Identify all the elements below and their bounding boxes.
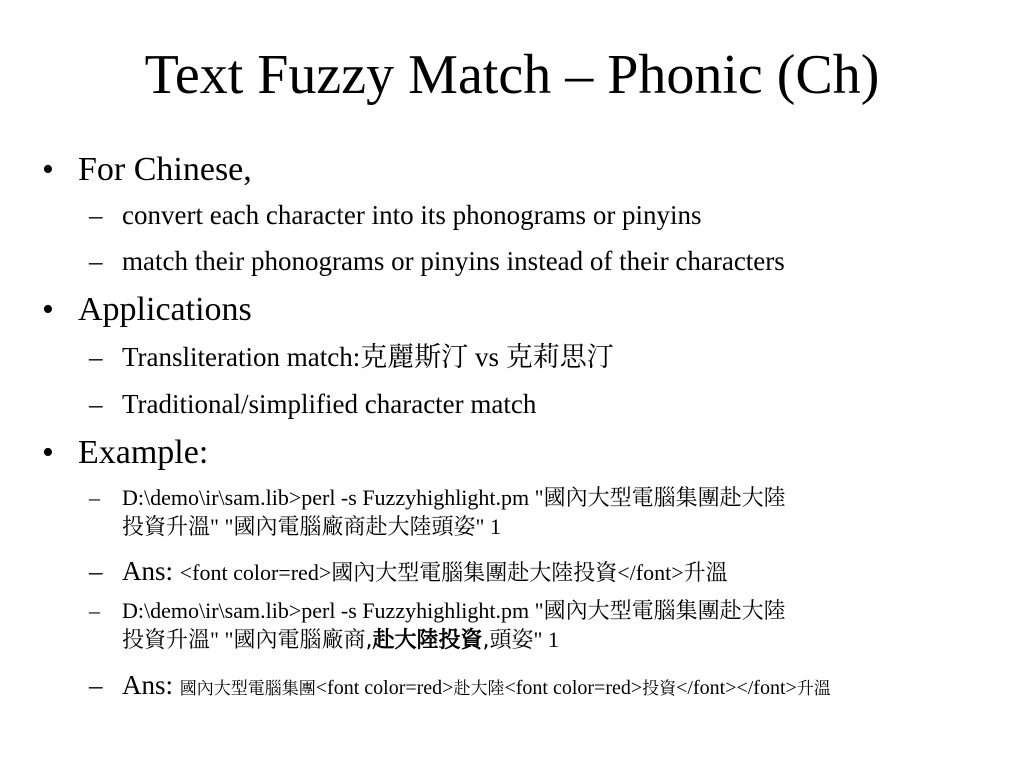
example-command-1-line-1 [89,484,786,513]
dash-icon: – [89,670,103,700]
bullet-icon: • [42,434,54,471]
example-command-2-line-2 [122,626,559,655]
sub-item-convert [89,199,702,231]
example-command-1-line-2 [122,513,501,542]
cjk-text: 升溫 [796,679,831,699]
command-text: " 1 [475,514,501,539]
dash-icon: – [89,342,103,372]
bullet-text: Example: [78,434,209,471]
bullet-text: For Chinese, [78,151,252,188]
sub-item-match [89,245,785,277]
command-text: " " [210,627,234,652]
cjk-text: 克莉思汀 [505,342,614,373]
example-command-2-line-1 [89,597,786,626]
cjk-text: 國內大型電腦集團 [179,679,316,699]
cjk-text: 國內大型電腦集團赴大陸投資 [331,561,618,586]
sub-item-mid: vs [468,342,506,372]
sub-item-transliteration [89,341,614,374]
cjk-text: 國內電腦廠商赴大陸頭姿 [233,515,476,540]
dash-icon: – [89,246,103,276]
command-text: D:\demo\ir\sam.lib>perl -s Fuzzyhighlight.pm " [122,598,544,623]
cjk-text: 赴大陸 [453,679,505,699]
html-tag-text: <font color=red> [504,677,643,699]
cjk-text: 國內電腦廠商, [233,628,373,653]
command-text: D:\demo\ir\sam.lib>perl -s Fuzzyhighlight.pm " [122,485,544,510]
html-tag-text: <font color=red> [179,560,332,585]
bullet-applications [42,290,252,330]
slide-title: Text Fuzzy Match – Phonic (Ch) [144,44,880,106]
dash-icon: – [89,389,103,419]
cjk-text: 投資升溫 [122,515,211,540]
dash-icon: – [89,598,100,623]
sub-item-text: convert each character into its phonograms or pinyins [122,200,702,230]
cjk-text: ,頭姿 [482,628,534,653]
cjk-text: 投資 [642,679,677,699]
cjk-text: 投資升溫 [122,628,211,653]
html-tag-text: </font> [617,560,684,585]
command-text: " " [210,514,234,539]
dash-icon: – [89,556,103,586]
command-text: " 1 [533,627,559,652]
cjk-text: 國內大型電腦集團赴大陸 [543,486,786,511]
cjk-text: 克麗斯汀 [360,342,469,373]
bullet-for-chinese [42,150,252,190]
html-tag-text: <font color=red> [315,677,454,699]
cjk-bold-text: 赴大陸投資 [372,628,483,653]
answer-label: Ans: [122,670,180,700]
dash-icon: – [89,485,100,510]
sub-item-text: match their phonograms or pinyins instead of their characters [122,246,785,276]
sub-item-prefix: Transliteration match: [122,342,361,372]
sub-item-traditional [89,388,537,420]
example-answer-1 [89,556,728,588]
bullet-text: Applications [78,291,252,328]
cjk-text: 升溫 [683,561,728,586]
cjk-text: 國內大型電腦集團赴大陸 [543,599,786,624]
sub-item-text: Traditional/simplified character match [122,389,537,419]
bullet-example [42,433,209,473]
bullet-icon: • [42,291,54,328]
answer-label: Ans: [122,556,180,586]
bullet-icon: • [42,151,54,188]
example-answer-2 [89,670,831,703]
html-tag-text: </font></font> [676,677,797,699]
dash-icon: – [89,200,103,230]
